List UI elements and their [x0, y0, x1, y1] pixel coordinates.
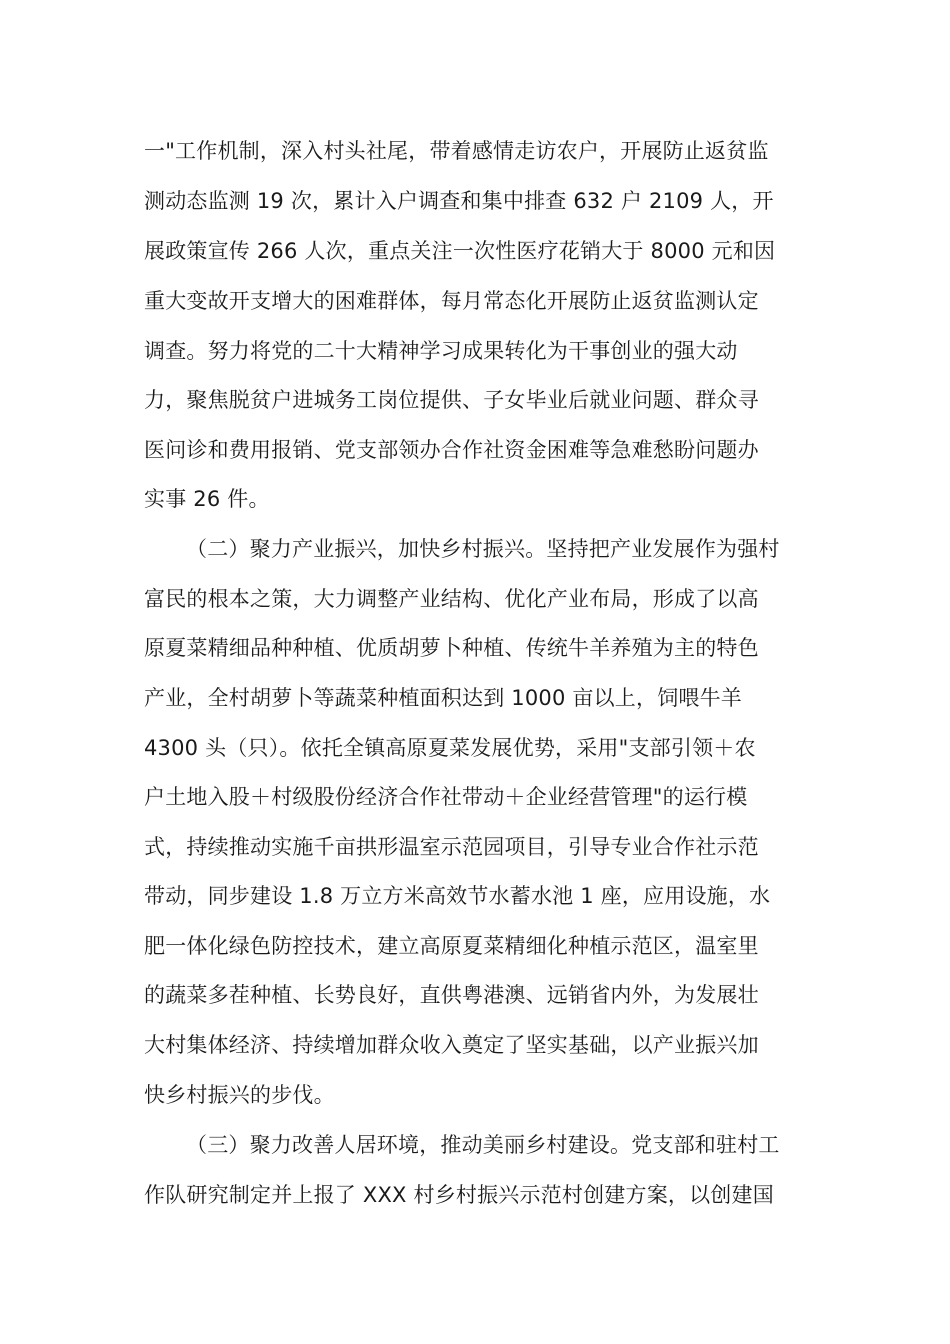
section-heading-2-line: （二）聚力产业振兴，加快乡村振兴。坚持把产业发展作为强村 [186, 537, 780, 561]
text-line-5: 调查。努力将党的二十大精神学习成果转化为干事创业的强大动 [144, 339, 738, 363]
text-line-19: 大村集体经济、持续增加群众收入奠定了坚实基础，以产业振兴加 [144, 1033, 759, 1057]
text-line-16: 带动，同步建设 1.8 万立方米高效节水蓄水池 1 座，应用设施，水 [144, 884, 771, 908]
text-line-2: 测动态监测 19 次，累计入户调查和集中排查 632 户 2109 人，开 [144, 189, 774, 213]
section-heading-3-line: （三）聚力改善人居环境，推动美丽乡村建设。党支部和驻村工 [186, 1133, 780, 1157]
text-line-1: 一"工作机制，深入村头社尾，带着感情走访农户，开展防止返贫监 [144, 139, 769, 163]
text-line-18: 的蔬菜多茬种植、长势良好，直供粤港澳、远销省内外，为发展壮 [144, 983, 759, 1007]
text-line-6: 力，聚焦脱贫户进城务工岗位提供、子女毕业后就业问题、群众寻 [144, 388, 759, 412]
text-line-8: 实事 26 件。 [144, 487, 270, 511]
text-line-17: 肥一体化绿色防控技术，建立高原夏菜精细化种植示范区，温室里 [144, 934, 759, 958]
text-line-7: 医问诊和费用报销、党支部领办合作社资金困难等急难愁盼问题办 [144, 438, 759, 462]
text-line-13: 4300 头（只）。依托全镇高原夏菜发展优势，采用"支部引领＋农 [144, 736, 756, 760]
text-line-22: 作队研究制定并上报了 XXX 村乡村振兴示范村创建方案，以创建国 [144, 1183, 774, 1207]
text-line-10: 富民的根本之策，大力调整产业结构、优化产业布局，形成了以高 [144, 587, 759, 611]
text-line-20: 快乡村振兴的步伐。 [144, 1083, 335, 1107]
text-line-4: 重大变故开支增大的困难群体，每月常态化开展防止返贫监测认定 [144, 289, 759, 313]
text-line-14: 户土地入股＋村级股份经济合作社带动＋企业经营管理"的运行模 [144, 785, 748, 809]
text-line-3: 展政策宣传 266 人次，重点关注一次性医疗花销大于 8000 元和因 [144, 239, 776, 263]
text-line-15: 式，持续推动实施千亩拱形温室示范园项目，引导专业合作社示范 [144, 835, 759, 859]
text-line-12: 产业，全村胡萝卜等蔬菜种植面积达到 1000 亩以上，饲喂牛羊 [144, 686, 742, 710]
text-line-11: 原夏菜精细品种种植、优质胡萝卜种植、传统牛羊养殖为主的特色 [144, 636, 759, 660]
